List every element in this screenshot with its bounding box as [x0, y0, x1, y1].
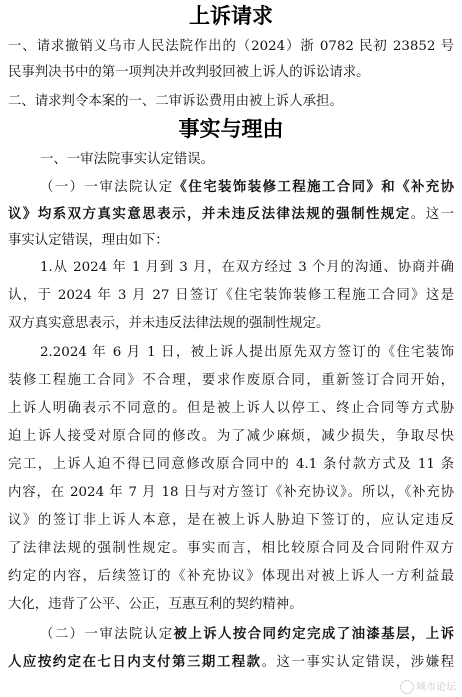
watermark-text: 城市论坛 [416, 682, 456, 693]
section-1b-bold-2: 人应按约定在七日内支付第三期工程款 [8, 654, 262, 670]
section-1-heading: 一、一审法院事实认定错误。 [40, 152, 215, 167]
site-watermark [400, 678, 456, 694]
point-2-line-2: 装修工程施工合同》不合理，要求作废原合同，重新签订合同开始， [8, 373, 454, 388]
point-2-line-3: 上诉人明确表示不同意的。但是被上诉人以停工、终止合同等方式胁 [8, 401, 454, 416]
section-1a-tail: 。这一 [410, 207, 454, 222]
section-1a-line-3: 事实认定错误，理由如下： [8, 233, 169, 248]
point-1-line-3: 双方真实意思表示，并未违反法律法规的强制性规定。 [8, 316, 330, 331]
section-1a-line-2 [8, 204, 454, 225]
appeal-title: 上诉请求 [189, 4, 273, 28]
section-1b-bold-1: 被上诉人按合同约定完成了油漆基层，上诉 [173, 626, 454, 642]
point-2-line-10: 大化，违背了公平、公正，互惠互利的契约精神。 [8, 597, 303, 612]
point-2-line-9: 约定的内容，后续签订的《补充协议》体现出对被上诉人一方利益最 [8, 569, 454, 584]
section-1b-prefix: （二）一审法院认定 [40, 627, 174, 642]
section-1a-line-1 [40, 177, 454, 198]
point-2-line-8: 了法律法规的强制性规定。事实而言，相比较原合同及合同附件双方 [8, 541, 454, 556]
point-2-line-6: 内容，在 2024 年 7 月 18 日与对方签订《补充协议》。所以，《补充协 [8, 485, 454, 500]
section-1b-line-1 [40, 624, 454, 645]
watermark-logo-icon [400, 680, 414, 694]
appeal-item-1-line-1: 一、请求撤销义乌市人民法院作出的（2024）浙 0782 民初 23852 号 [8, 39, 454, 54]
section-1a-bold-2: 议》均系双方真实意思表示，并未违反法律法规的强制性规定 [8, 206, 411, 222]
point-2-line-7: 议》的签订非上诉人本意，是在被上诉人胁迫下签订的，应认定违反 [8, 513, 454, 528]
point-1-line-1: 1.从 2024 年 1 月到 3 月，在双方经过 3 个月的沟通、协商并确 [40, 260, 454, 275]
appeal-item-1-line-2: 民事判决书中的第一项判决并改判驳回被上诉人的诉讼请求。 [8, 65, 370, 80]
point-2-line-5: 完工，上诉人迫不得已同意修改原合同中的 4.1 条付款方式及 11 条 [8, 457, 454, 472]
point-2-line-4: 迫上诉人接受对原合同的修改。为了减少麻烦，减少损失，争取尽快 [8, 429, 454, 444]
section-1b-line-2 [8, 652, 454, 673]
section-1a-bold-1: 《住宅装饰装修工程施工合同》和《补充协 [173, 179, 454, 195]
point-2-line-1: 2.2024 年 6 月 1 日，被上诉人提出原先双方签订的《住宅装饰 [40, 345, 454, 360]
section-1b-tail: 。这一事实认定错误，涉嫌程 [261, 655, 454, 670]
facts-title: 事实与理由 [178, 117, 284, 141]
appeal-item-2: 二、请求判令本案的一、二审诉讼费用由被上诉人承担。 [8, 94, 343, 109]
point-1-line-2: 认，于 2024 年 3 月 27 日签订《住宅装饰装修工程施工合同》这是 [8, 288, 454, 303]
section-1a-prefix: （一）一审法院认定 [40, 180, 174, 195]
